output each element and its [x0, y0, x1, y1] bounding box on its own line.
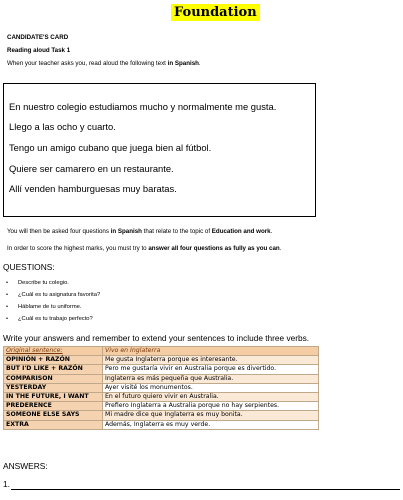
question-text: Describe tu colegio.: [18, 280, 69, 286]
header-cell-sentence: Vivo en Inglaterra: [103, 347, 319, 356]
row-label: IN THE FUTURE, I WANT: [4, 393, 103, 402]
passage-sentence: Tengo un amigo cubano que juega bien al fútbol.: [9, 142, 212, 153]
table-row: [4, 393, 319, 402]
instruction-text: When your teacher asks you, read aloud the following text: [7, 60, 168, 67]
followup-text: that relate to the topic of: [141, 228, 212, 235]
table-row: [4, 374, 319, 383]
table-row: [4, 420, 319, 429]
question-text: ¿Cuál es tu trabajo perfecto?: [18, 316, 93, 322]
row-sentence: En el futuro quiero vivir en Australia.: [103, 393, 319, 402]
table-row: [4, 383, 319, 392]
card-title: CANDIDATE'S CARD: [7, 34, 69, 41]
row-sentence: Además, Inglaterra es muy verde.: [103, 420, 319, 429]
row-sentence: Inglaterra es más pequeña que Australia.: [103, 374, 319, 383]
row-label: COMPARISON: [4, 374, 103, 383]
reading-passage-box: [3, 83, 316, 217]
question-text: ¿Cuál es tu asignatura favorita?: [18, 292, 101, 298]
table-row: [4, 402, 319, 411]
bullet-icon: •: [6, 292, 9, 298]
row-sentence: Me gusta Inglaterra porque es interesante.: [103, 356, 319, 365]
bullet-icon: •: [6, 304, 9, 310]
answer-line[interactable]: [11, 489, 400, 490]
followup-instruction: [7, 228, 272, 236]
marks-emphasis: answer all four questions as fully as you can: [148, 245, 280, 252]
table-row: [4, 411, 319, 420]
write-instruction: Write your answers and remember to extend your sentences to include three verbs.: [3, 333, 310, 343]
passage-sentence: Llego a las ocho y cuarto.: [9, 121, 116, 132]
row-label: PREDERENCE: [4, 402, 103, 411]
table-header-row: [4, 347, 319, 356]
bullet-icon: •: [6, 280, 9, 286]
marks-instruction: [7, 245, 281, 253]
task-title: Reading aloud Task 1: [7, 47, 71, 54]
table-row: [4, 365, 319, 374]
marks-period: .: [279, 245, 282, 252]
topic-emphasis: Education and work: [211, 228, 271, 235]
row-label: EXTRA: [4, 420, 103, 429]
followup-emphasis: in Spanish: [110, 228, 142, 235]
answers-heading: ANSWERS:: [3, 461, 48, 471]
marks-text: In order to score the highest marks, you must try to: [7, 245, 149, 252]
passage-sentence: En nuestro colegio estudiamos mucho y normalmente me gusta.: [9, 101, 277, 112]
header-cell-original: Original sentence:: [4, 347, 103, 356]
row-sentence: Mi madre dice que Inglaterra es muy bonita.: [103, 411, 319, 420]
passage-sentence: Quiere ser camarero en un restaurante.: [9, 163, 174, 174]
passage-sentence: Allí venden hamburguesas muy baratas.: [9, 183, 177, 194]
row-sentence: Ayer visité los monumentos.: [103, 383, 319, 392]
questions-heading: QUESTIONS:: [3, 262, 55, 272]
row-label: OPINIÓN + RAZÓN: [4, 356, 103, 365]
level-banner: Foundation: [171, 4, 260, 21]
table-row: [4, 356, 319, 365]
instruction-period: .: [198, 60, 201, 67]
row-label: SOMEONE ELSE SAYS: [4, 411, 103, 420]
instruction-emphasis: in Spanish: [167, 60, 199, 67]
followup-period: .: [270, 228, 273, 235]
followup-text: You will then be asked four questions: [7, 228, 111, 235]
bullet-icon: •: [6, 316, 9, 322]
row-label: YESTERDAY: [4, 383, 103, 392]
answer-number: 1.: [3, 479, 10, 489]
reading-instruction: [7, 60, 201, 68]
row-sentence: Pero me gustaría vivir en Australia porque es divertido.: [103, 365, 319, 374]
sentence-extension-table: [3, 346, 319, 430]
row-sentence: Prefiero Inglaterra a Australia porque no hay serpientes.: [103, 402, 319, 411]
question-text: Háblame de tu uniforme.: [18, 304, 82, 310]
row-label: BUT I'D LIKE + RAZÓN: [4, 365, 103, 374]
